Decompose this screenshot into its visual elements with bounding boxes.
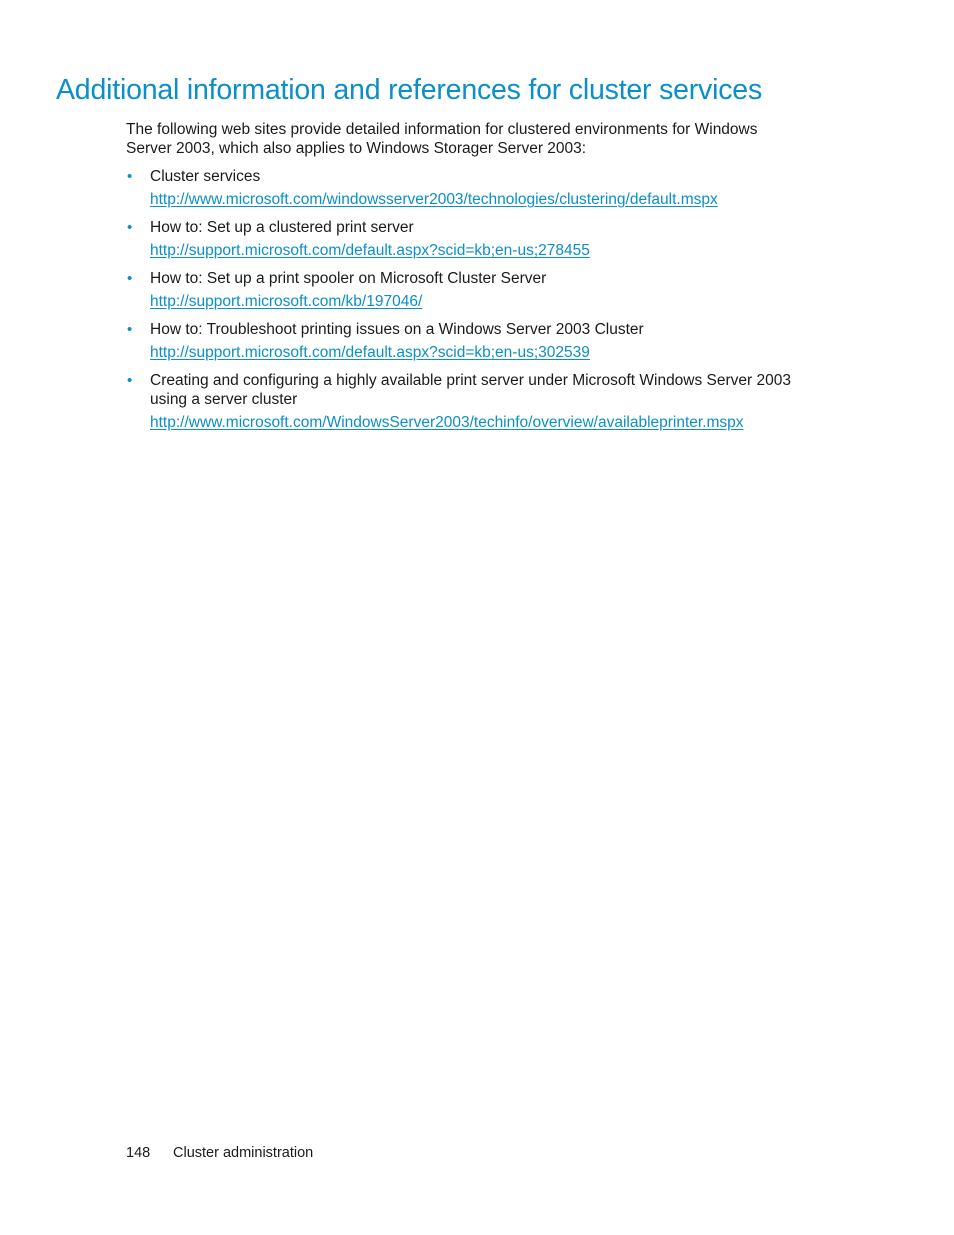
bullet-icon: •	[127, 270, 133, 287]
bullet-icon: •	[127, 372, 133, 389]
page-title: Additional information and references for cluster services	[56, 74, 762, 106]
list-item	[126, 269, 816, 311]
footer-section-title: Cluster administration	[173, 1145, 314, 1161]
reference-link[interactable]: http://www.microsoft.com/WindowsServer2003/techinfo/overview/availableprinter.mspx	[150, 414, 744, 431]
page-number: 148	[126, 1145, 151, 1161]
reference-label: Creating and configuring a highly available print server under Microsoft Windows Server 2003 using a server cluster	[150, 372, 791, 408]
reference-list	[126, 167, 816, 432]
bullet-icon: •	[127, 321, 133, 338]
list-item	[126, 320, 816, 362]
intro-paragraph: The following web sites provide detailed information for clustered environments for Windows Server 2003, which also applies to Windows Storager Server 2003:	[126, 121, 758, 157]
list-item	[126, 218, 816, 260]
bullet-icon: •	[127, 219, 133, 236]
reference-label: How to: Set up a print spooler on Microsoft Cluster Server	[150, 270, 547, 287]
page-footer	[126, 1145, 313, 1161]
list-item	[126, 371, 816, 432]
reference-link[interactable]: http://support.microsoft.com/default.aspx?scid=kb;en-us;302539	[150, 344, 590, 361]
reference-label: Cluster services	[150, 168, 261, 185]
bullet-icon: •	[127, 168, 133, 185]
reference-link[interactable]: http://support.microsoft.com/default.aspx?scid=kb;en-us;278455	[150, 242, 590, 259]
reference-label: How to: Set up a clustered print server	[150, 219, 414, 236]
reference-link[interactable]: http://www.microsoft.com/windowsserver2003/technologies/clustering/default.mspx	[150, 191, 718, 208]
reference-label: How to: Troubleshoot printing issues on a Windows Server 2003 Cluster	[150, 321, 644, 338]
reference-link[interactable]: http://support.microsoft.com/kb/197046/	[150, 293, 423, 310]
list-item	[126, 167, 816, 209]
